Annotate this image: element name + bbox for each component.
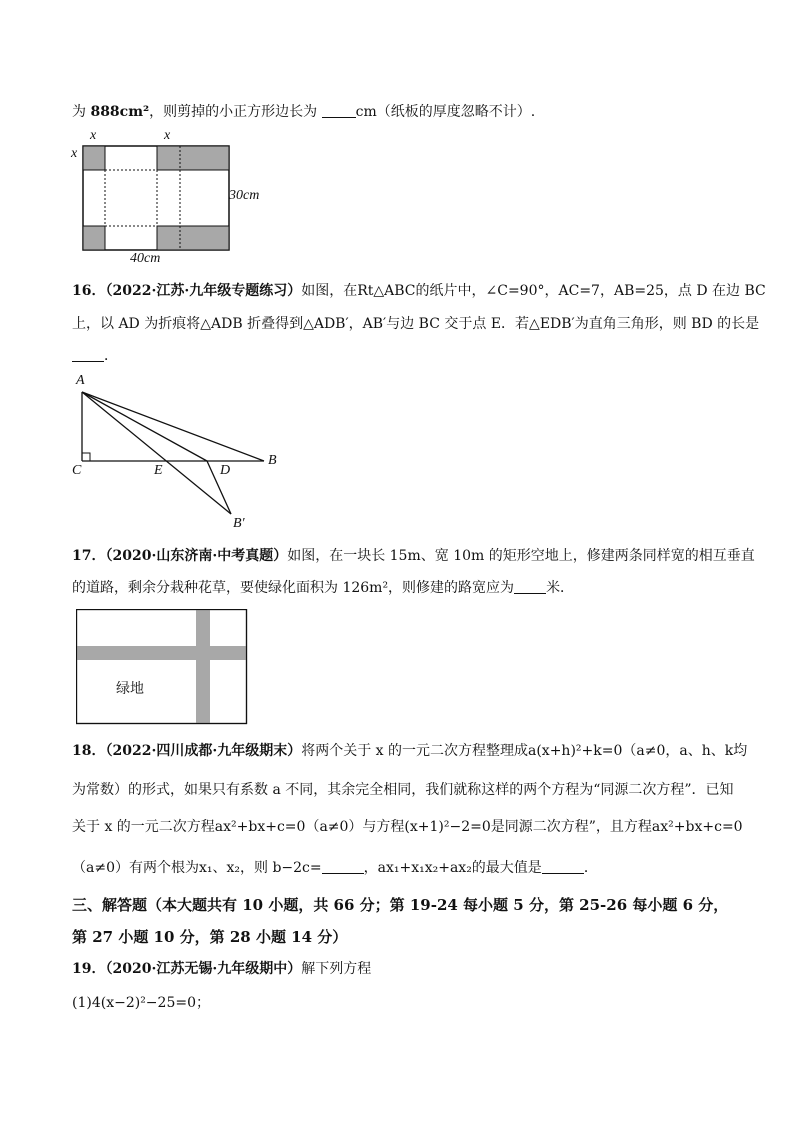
section3-text-2: 第 27 小题 10 分，第 28 小题 14 分） (72, 928, 348, 946)
q15-label-x-top-right: x (164, 128, 171, 143)
q16-line2 (72, 314, 759, 334)
q16-label-E: E (154, 463, 163, 478)
q18-text-2: 为常数）的形式，如果只有系数 a 不同，其余完全相同，我们就称这样的两个方程为“同源二次方程”．已知 (72, 782, 734, 798)
q16-label-A: A (76, 373, 85, 388)
q17-line1 (72, 546, 755, 566)
q16-segment-AB-prime (82, 392, 231, 514)
q18-text-3: 关于 x 的一元二次方程ax²+bx+c=0（a≠0）与方程(x+1)²−2=0是同源二次方程”，且方程ax²+bx+c=0 (72, 819, 743, 835)
q15-label-height: 30cm (229, 188, 260, 203)
q16-label-B-prime: B′ (233, 516, 245, 531)
q16-text-3: ． (104, 348, 118, 364)
q16-answer-blank[interactable] (72, 347, 104, 362)
q15-corner-bottom-right (157, 226, 229, 250)
q18-text-4b: ，ax₁+x₁x₂+ax₂的最大值是 (363, 860, 542, 876)
q16-source: （2022·江苏·九年级专题练习） (105, 283, 302, 299)
q16-number: 16． (72, 283, 106, 299)
q17-answer-blank[interactable] (514, 579, 546, 594)
section3-text-1: 三、解答题（本大题共有 10 小题，共 66 分；第 19-24 每小题 5 分，第 25-26 每小题 6 分， (72, 896, 729, 914)
q16-right-angle-mark (82, 453, 90, 461)
q18-line3 (72, 817, 743, 837)
q16-label-D: D (220, 463, 231, 478)
q18-text-1: 将两个关于 x 的一元二次方程整理成a(x+h)²+k=0（a≠0，a、h、k均 (301, 743, 748, 759)
q17-field-rect (77, 610, 247, 724)
q18-line4 (72, 858, 598, 878)
q17-text-2a: 的道路，剩余分栽种花草，要使绿化面积为 126m²，则修建的路宽应为 (72, 580, 515, 596)
q15-corner-top-right (157, 146, 229, 170)
q17-figure (76, 609, 248, 725)
q15-unit-suffix: cm（纸板的厚度忽略不计）. (355, 104, 536, 120)
q17-number: 17． (72, 548, 106, 564)
q15-text (72, 102, 535, 122)
q17-text-1: 如图，在一块长 15m、宽 10m 的矩形空地上，修建两条同样宽的相互垂直 (287, 548, 755, 564)
q19-part1 (72, 993, 210, 1013)
q18-line2 (72, 780, 734, 800)
q15-middle: ，则剪掉的小正方形边长为 (149, 104, 322, 120)
q19-part1-text: (1)4(x−2)²−25=0； (72, 995, 210, 1011)
q16-text-2: 上，以 AD 为折痕将△ADB 折叠得到△ADB′，AB′与边 BC 交于点 E．若△EDB′为直角三角形，则 BD 的长是 (72, 316, 760, 332)
q16-figure (70, 372, 290, 538)
q15-area: 888cm² (90, 104, 150, 120)
q17-green-label: 绿地 (116, 682, 144, 697)
q19-text: 解下列方程 (301, 961, 372, 977)
q18-line1 (72, 741, 747, 761)
q17-source: （2020·山东济南·中考真题） (105, 548, 288, 564)
q16-figure-svg (70, 372, 290, 538)
section3-heading-line2 (72, 927, 347, 947)
q18-text-4a: （a≠0）有两个根为x₁、x₂，则 b−2c= (72, 860, 322, 876)
q16-segment-AD (82, 392, 207, 461)
q15-label-x-top-left: x (90, 128, 97, 143)
q17-horizontal-road (77, 646, 247, 660)
q18-source: （2022·四川成都·九年级期末） (105, 743, 302, 759)
q17-vertical-road (196, 610, 210, 724)
q16-label-B: B (268, 453, 277, 468)
q18-text-4c: ． (583, 860, 598, 876)
q15-answer-blank[interactable] (322, 103, 356, 118)
q15-corner-bottom-left (83, 226, 105, 250)
q15-label-x-left: x (71, 146, 78, 161)
q19-line1 (72, 959, 371, 979)
q18-number: 18． (72, 743, 106, 759)
q15-prefix: 为 (72, 104, 91, 120)
q16-line3 (72, 346, 118, 366)
q15-figure (70, 128, 270, 268)
q17-line2 (72, 578, 574, 598)
q17-text-2b: 米． (546, 580, 575, 596)
q15-corner-top-left (83, 146, 105, 170)
q16-label-C: C (72, 463, 82, 478)
q16-segment-AB (82, 392, 264, 461)
q15-label-width: 40cm (130, 251, 161, 266)
q19-source: （2020·江苏无锡·九年级期中） (105, 961, 302, 977)
q18-answer-blank-1[interactable] (322, 859, 364, 874)
q19-number: 19． (72, 961, 106, 977)
q17-figure-svg (76, 609, 248, 725)
q18-answer-blank-2[interactable] (542, 859, 584, 874)
section3-heading-line1 (72, 895, 728, 915)
q16-line1 (72, 281, 766, 301)
q16-text-1: 如图，在Rt△ABC的纸片中，∠C=90°，AC=7，AB=25，点 D 在边 BC (301, 283, 766, 299)
